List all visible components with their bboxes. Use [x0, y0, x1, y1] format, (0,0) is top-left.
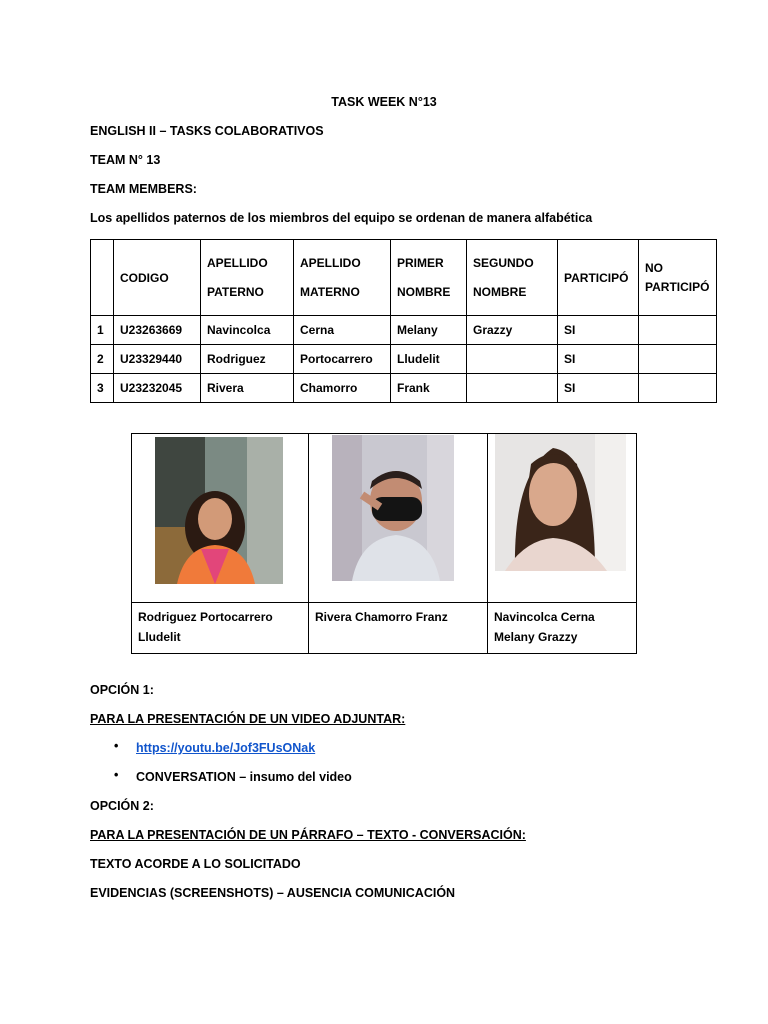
- cell-apellido-materno: Cerna: [294, 316, 391, 345]
- members-table: [90, 239, 717, 403]
- header-primer-line1: PRIMER: [397, 255, 444, 270]
- option1-heading: PARA LA PRESENTACIÓN DE UN VIDEO ADJUNTAR:: [90, 712, 406, 726]
- header-cell-apellido-materno: [294, 240, 391, 316]
- cell-segundo-nombre: Grazzy: [467, 316, 558, 345]
- cell-primer-nombre: Frank: [391, 374, 467, 403]
- portrait-photo-icon: [332, 435, 454, 581]
- photo-cell: [309, 434, 488, 603]
- header-cell-number: [91, 240, 114, 316]
- header-segundo-line2: NOMBRE: [473, 284, 527, 299]
- header-cell-segundo-nombre: [467, 240, 558, 316]
- cell-apellido-materno: Chamorro: [294, 374, 391, 403]
- cell-codigo: U23263669: [114, 316, 201, 345]
- photo-caption: Navincolca Cerna Melany Grazzy: [488, 603, 637, 654]
- cell-apellido-paterno: Rodriguez: [201, 345, 294, 374]
- page-title: TASK WEEK N°13: [331, 95, 437, 109]
- bullet-dot-icon: •: [114, 739, 119, 753]
- course-line: ENGLISH II – TASKS COLABORATIVOS: [90, 124, 324, 138]
- header-materno-line1: APELLIDO: [300, 255, 361, 270]
- cell-segundo-nombre: [467, 345, 558, 374]
- header-materno-line2: MATERNO: [300, 284, 360, 299]
- cell-number: 3: [91, 374, 114, 403]
- portrait-photo-icon: [495, 434, 626, 571]
- header-primer-line2: NOMBRE: [397, 284, 451, 299]
- header-paterno-line2: PATERNO: [207, 284, 264, 299]
- order-note: Los apellidos paternos de los miembros del equipo se ordenan de manera alfabética: [90, 211, 593, 225]
- header-cell-codigo: [114, 240, 201, 316]
- table-header-row: [91, 240, 717, 316]
- photo-caption: Rodriguez Portocarrero Lludelit: [132, 603, 309, 654]
- cell-segundo-nombre: [467, 374, 558, 403]
- header-participo-text: PARTICIPÓ: [564, 270, 629, 285]
- photos-table: [131, 433, 637, 654]
- cell-no-participo: [639, 316, 717, 345]
- photo-box: [132, 434, 308, 602]
- header-segundo-line1: SEGUNDO: [473, 255, 534, 270]
- header-no-participo-text: NO PARTICIPÓ: [645, 260, 710, 294]
- cell-apellido-materno: Portocarrero: [294, 345, 391, 374]
- header-cell-participo: [558, 240, 639, 316]
- members-label: TEAM MEMBERS:: [90, 182, 197, 196]
- header-cell-primer-nombre: [391, 240, 467, 316]
- conversation-bullet: CONVERSATION – insumo del video: [136, 770, 352, 784]
- table-row: [91, 316, 717, 345]
- header-codigo-text: CODIGO: [120, 270, 169, 285]
- table-row: [91, 345, 717, 374]
- cell-apellido-paterno: Rivera: [201, 374, 294, 403]
- photo-box: [488, 434, 636, 602]
- header-cell-apellido-paterno: [201, 240, 294, 316]
- cell-primer-nombre: Lludelit: [391, 345, 467, 374]
- cell-number: 2: [91, 345, 114, 374]
- header-cell-no-participo: [639, 240, 717, 316]
- header-paterno-line1: APELLIDO: [207, 255, 268, 270]
- portrait-photo-icon: [155, 437, 283, 584]
- photo-caption: Rivera Chamorro Franz: [309, 603, 488, 654]
- cell-participo: SI: [558, 374, 639, 403]
- cell-no-participo: [639, 345, 717, 374]
- photo-row: [132, 434, 637, 603]
- cell-participo: SI: [558, 316, 639, 345]
- photo-cell: [132, 434, 309, 603]
- cell-codigo: U23232045: [114, 374, 201, 403]
- team-line: TEAM N° 13: [90, 153, 161, 167]
- photo-box: [309, 434, 487, 602]
- bullet-dot-icon: •: [114, 768, 119, 782]
- cell-number: 1: [91, 316, 114, 345]
- photo-cell: [488, 434, 637, 603]
- option2-line2: EVIDENCIAS (SCREENSHOTS) – AUSENCIA COMUNICACIÓN: [90, 886, 456, 900]
- option2-line1: TEXTO ACORDE A LO SOLICITADO: [90, 857, 301, 871]
- cell-codigo: U23329440: [114, 345, 201, 374]
- option2-label: OPCIÓN 2:: [90, 799, 154, 813]
- cell-participo: SI: [558, 345, 639, 374]
- option2-heading: PARA LA PRESENTACIÓN DE UN PÁRRAFO – TEXTO - CONVERSACIÓN:: [90, 828, 526, 842]
- cell-no-participo: [639, 374, 717, 403]
- cell-apellido-paterno: Navincolca: [201, 316, 294, 345]
- cell-primer-nombre: Melany: [391, 316, 467, 345]
- table-row: [91, 374, 717, 403]
- name-row: [132, 603, 637, 654]
- video-link[interactable]: https://youtu.be/Jof3FUsONak: [136, 741, 316, 755]
- option1-label: OPCIÓN 1:: [90, 683, 154, 697]
